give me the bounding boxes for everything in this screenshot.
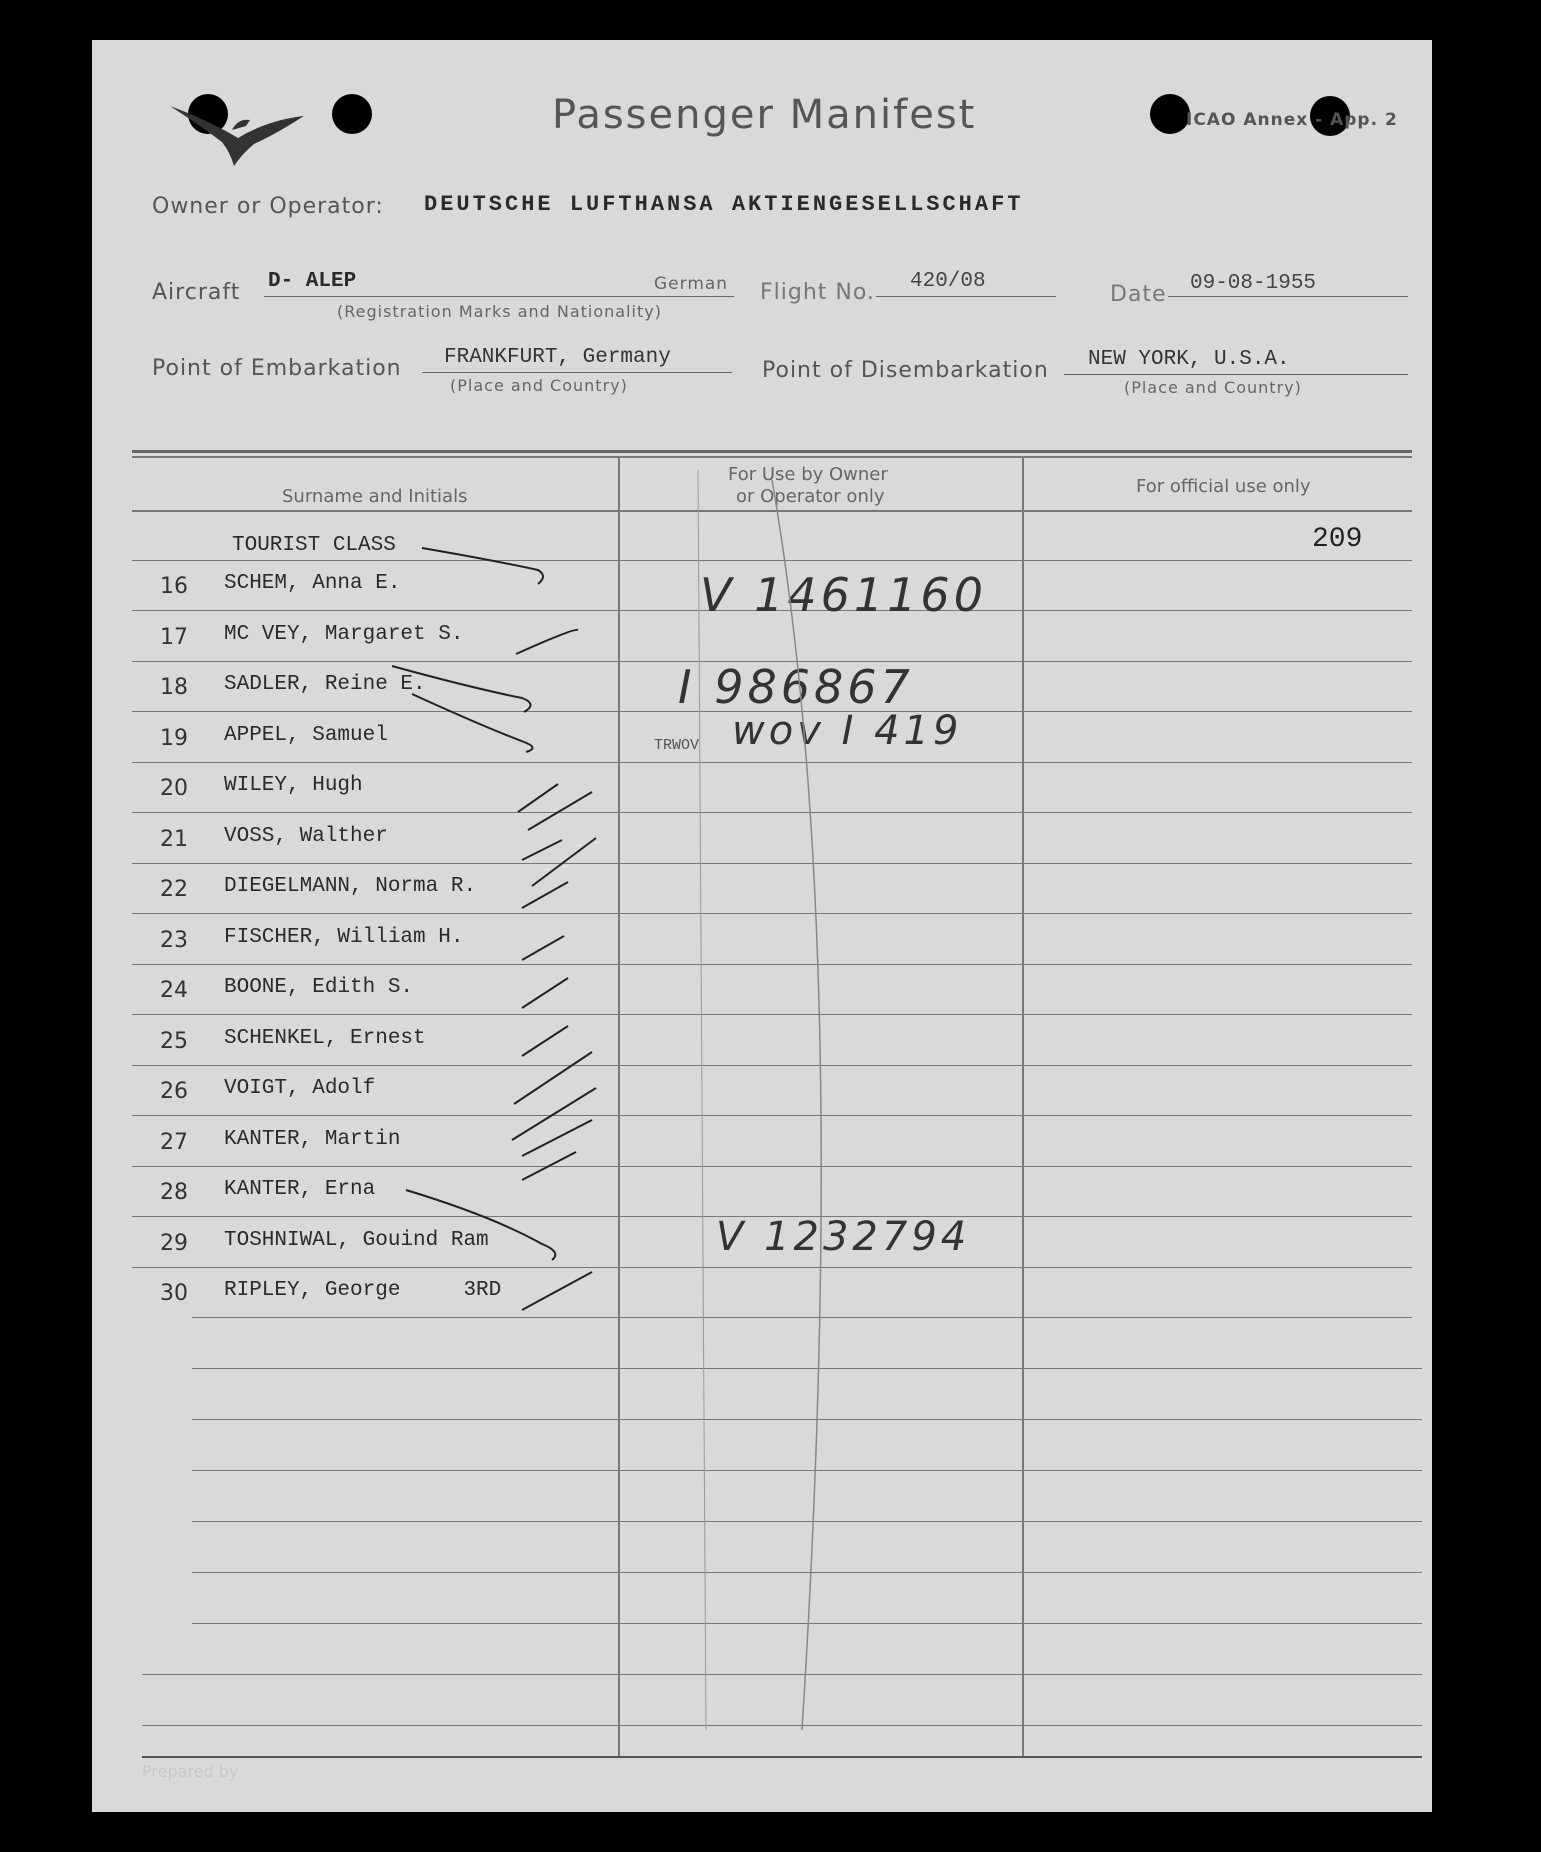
passenger-name: VOSS, Walther: [224, 824, 388, 848]
passenger-name: SCHENKEL, Ernest: [224, 1026, 426, 1050]
aircraft-value: D- ALEP: [268, 270, 357, 293]
disembarkation-label: Point of Disembarkation: [762, 358, 1049, 383]
row-number: 22: [160, 877, 188, 902]
column-header-owner-2: or Operator only: [736, 486, 885, 507]
column-header-official: For official use only: [1136, 476, 1311, 497]
table-bottom-rule: [142, 1756, 1422, 1758]
date-label: Date: [1110, 282, 1167, 307]
owner-label: Owner or Operator:: [152, 194, 384, 219]
row-number: 20: [160, 776, 188, 801]
check-marks: [92, 40, 1432, 1812]
flight-value: 420/08: [910, 270, 986, 293]
typed-code-row19: TRWOV: [654, 737, 700, 754]
column-header-owner-1: For Use by Owner: [728, 464, 888, 485]
disembarkation-caption: (Place and Country): [1124, 378, 1302, 397]
handwritten-note-row16: V 1461160: [700, 568, 987, 622]
aircraft-label: Aircraft: [152, 280, 241, 305]
annex-reference: ICAO Annex - App. 2: [1186, 110, 1398, 130]
row-number: 24: [160, 978, 188, 1003]
passenger-name: TOSHNIWAL, Gouind Ram: [224, 1228, 489, 1252]
passenger-name: BOONE, Edith S.: [224, 976, 414, 999]
passenger-name: KANTER, Erna: [224, 1178, 376, 1201]
row-number: 28: [160, 1180, 188, 1205]
nationality-value: German: [654, 274, 729, 294]
passenger-name: MC VEY, Margaret S.: [224, 622, 464, 646]
handwritten-note-row29: V 1232794: [716, 1214, 971, 1260]
row-number: 19: [160, 725, 188, 751]
column-header-surname: Surname and Initials: [282, 486, 468, 507]
passenger-name: DIEGELMANN, Norma R.: [224, 875, 477, 898]
passenger-name: VOIGT, Adolf: [224, 1077, 376, 1100]
prepared-by-label: Prepared by: [142, 1762, 239, 1781]
disembarkation-value: NEW YORK, U.S.A.: [1088, 348, 1290, 371]
row-number: 25: [160, 1028, 188, 1054]
passenger-name: RIPLEY, George 3RD: [224, 1279, 502, 1302]
row-number: 27: [160, 1129, 188, 1155]
embarkation-label: Point of Embarkation: [152, 356, 402, 381]
handwritten-note-row19: wov I 419: [732, 708, 963, 754]
class-label: TOURIST CLASS: [232, 534, 396, 557]
row-number: 21: [160, 826, 188, 852]
passenger-name: KANTER, Martin: [224, 1127, 401, 1151]
date-value: 09-08-1955: [1190, 272, 1317, 295]
row-number: 23: [160, 927, 188, 953]
embarkation-value: FRANKFURT, Germany: [444, 346, 671, 369]
passenger-name: APPEL, Samuel: [224, 723, 388, 747]
row-number: 29: [160, 1230, 188, 1256]
row-number: 16: [160, 574, 188, 599]
row-number: 30: [160, 1281, 188, 1306]
owner-value: DEUTSCHE LUFTHANSA AKTIENGESELLSCHAFT: [424, 192, 1024, 217]
handwritten-note-row18: I 986867: [678, 660, 914, 714]
manifest-page: [92, 40, 1432, 1812]
registration-caption: (Registration Marks and Nationality): [337, 302, 662, 321]
passenger-name: SADLER, Reine E.: [224, 673, 426, 696]
row-number: 26: [160, 1079, 188, 1104]
passenger-name: WILEY, Hugh: [224, 774, 363, 797]
official-number: 209: [1312, 524, 1363, 555]
page-title: Passenger Manifest: [552, 92, 977, 138]
passenger-name: FISCHER, William H.: [224, 925, 464, 949]
row-number: 17: [160, 624, 188, 650]
embarkation-caption: (Place and Country): [450, 376, 628, 395]
flight-label: Flight No.: [760, 280, 875, 305]
passenger-name: SCHEM, Anna E.: [224, 572, 401, 595]
row-number: 18: [160, 675, 188, 700]
